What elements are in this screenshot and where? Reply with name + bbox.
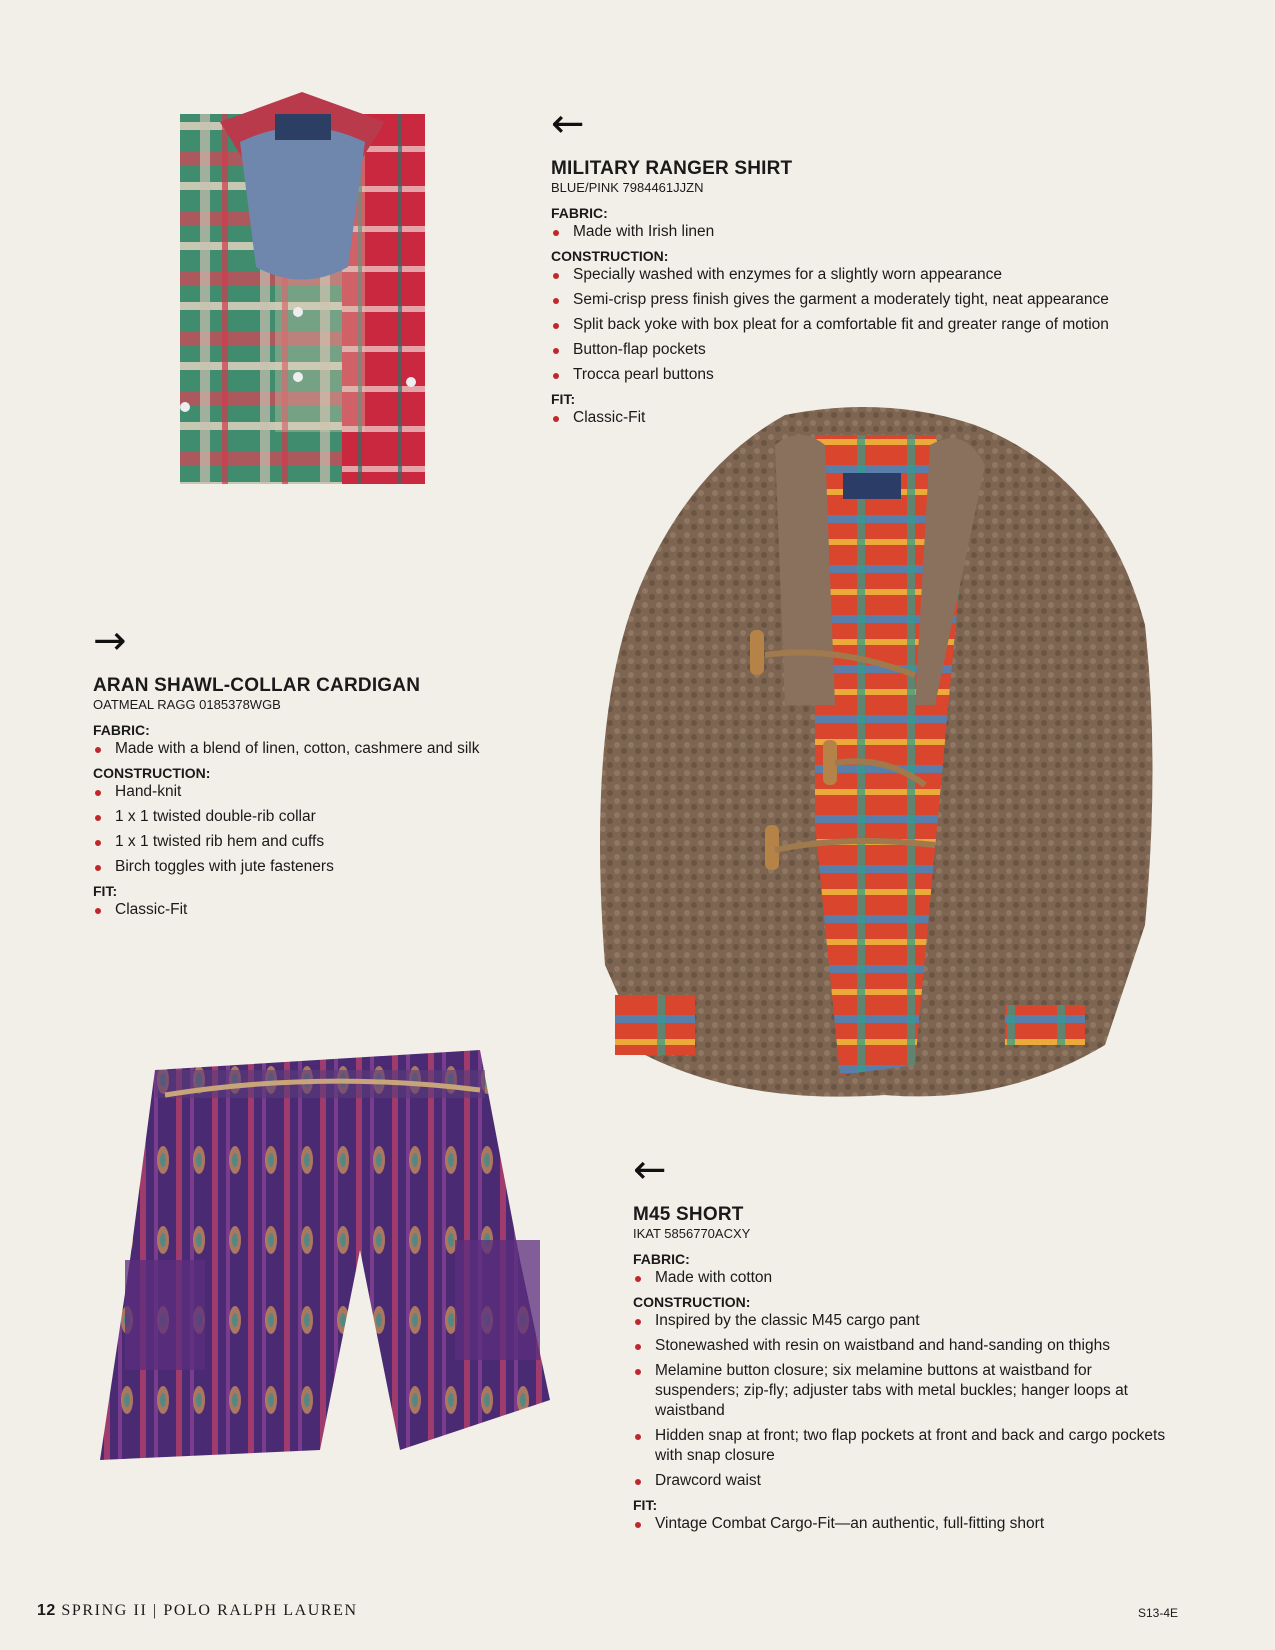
fabric-list xyxy=(93,739,543,759)
product-title: M45 SHORT xyxy=(633,1204,744,1225)
construction-list xyxy=(93,782,543,877)
list-item: Drawcord waist xyxy=(633,1471,1173,1491)
page-number: 12 xyxy=(37,1602,56,1619)
arrow-left-icon: ← xyxy=(551,101,585,147)
product-m45-short xyxy=(633,1147,1173,1539)
construction-list xyxy=(551,265,1191,385)
list-item: 1 x 1 twisted rib hem and cuffs xyxy=(93,832,543,852)
list-item: Split back yoke with box pleat for a comfortable fit and greater range of motion xyxy=(551,315,1191,335)
fit-label: FIT: xyxy=(633,1497,658,1513)
list-item: Classic-Fit xyxy=(93,900,543,920)
product-color-sku: BLUE/PINK 7984461JJZN xyxy=(551,180,704,195)
list-item: Made with a blend of linen, cotton, cashmere and silk xyxy=(93,739,543,759)
list-item: Stonewashed with resin on waistband and hand-sanding on thighs xyxy=(633,1336,1173,1356)
fit-list xyxy=(633,1514,1173,1534)
product-color-sku: OATMEAL RAGG 0185378WGB xyxy=(93,697,281,712)
ikat-shorts-photo xyxy=(100,1040,585,1500)
list-item: 1 x 1 twisted double-rib collar xyxy=(93,807,543,827)
fabric-list xyxy=(551,222,1191,242)
product-military-ranger-shirt xyxy=(551,101,1191,433)
list-item: Button-flap pockets xyxy=(551,340,1191,360)
construction-label: CONSTRUCTION: xyxy=(93,765,211,781)
arrow-left-icon: ← xyxy=(633,1147,667,1193)
list-item: Trocca pearl buttons xyxy=(551,365,1191,385)
fit-list xyxy=(551,408,1191,428)
arrow-right-icon: → xyxy=(93,618,127,664)
product-aran-shawl-collar-cardigan xyxy=(93,618,543,925)
plaid-shirt-photo xyxy=(180,92,445,492)
list-item: Vintage Combat Cargo-Fit—an authentic, full-fitting short xyxy=(633,1514,1173,1534)
product-color-sku: IKAT 5856770ACXY xyxy=(633,1226,751,1241)
fit-list xyxy=(93,900,543,920)
knit-cardigan-photo xyxy=(585,405,1190,1125)
list-item: Melamine button closure; six melamine buttons at waistband for suspenders; zip-fly; adjuster tabs with metal buckles; hanger loops at waistband xyxy=(633,1361,1173,1421)
list-item: Semi-crisp press finish gives the garment a moderately tight, neat appearance xyxy=(551,290,1191,310)
construction-label: CONSTRUCTION: xyxy=(633,1294,751,1310)
list-item: Classic-Fit xyxy=(551,408,1191,428)
fabric-label: FABRIC: xyxy=(551,205,608,221)
list-item: Specially washed with enzymes for a slightly worn appearance xyxy=(551,265,1191,285)
list-item: Birch toggles with jute fasteners xyxy=(93,857,543,877)
list-item: Inspired by the classic M45 cargo pant xyxy=(633,1311,1173,1331)
footer-brand xyxy=(37,1602,358,1620)
product-title: MILITARY RANGER SHIRT xyxy=(551,158,793,179)
construction-label: CONSTRUCTION: xyxy=(551,248,669,264)
footer-text: SPRING II | POLO RALPH LAUREN xyxy=(61,1602,358,1619)
fabric-label: FABRIC: xyxy=(633,1251,690,1267)
fit-label: FIT: xyxy=(551,391,576,407)
fabric-list xyxy=(633,1268,1173,1288)
list-item: Made with cotton xyxy=(633,1268,1173,1288)
fabric-label: FABRIC: xyxy=(93,722,150,738)
fit-label: FIT: xyxy=(93,883,118,899)
list-item: Hand-knit xyxy=(93,782,543,802)
product-title: ARAN SHAWL-COLLAR CARDIGAN xyxy=(93,675,421,696)
construction-list xyxy=(633,1311,1173,1491)
list-item: Hidden snap at front; two flap pockets at front and back and cargo pockets with snap closure xyxy=(633,1426,1173,1466)
footer-code: S13-4E xyxy=(1138,1606,1179,1620)
list-item: Made with Irish linen xyxy=(551,222,1191,242)
